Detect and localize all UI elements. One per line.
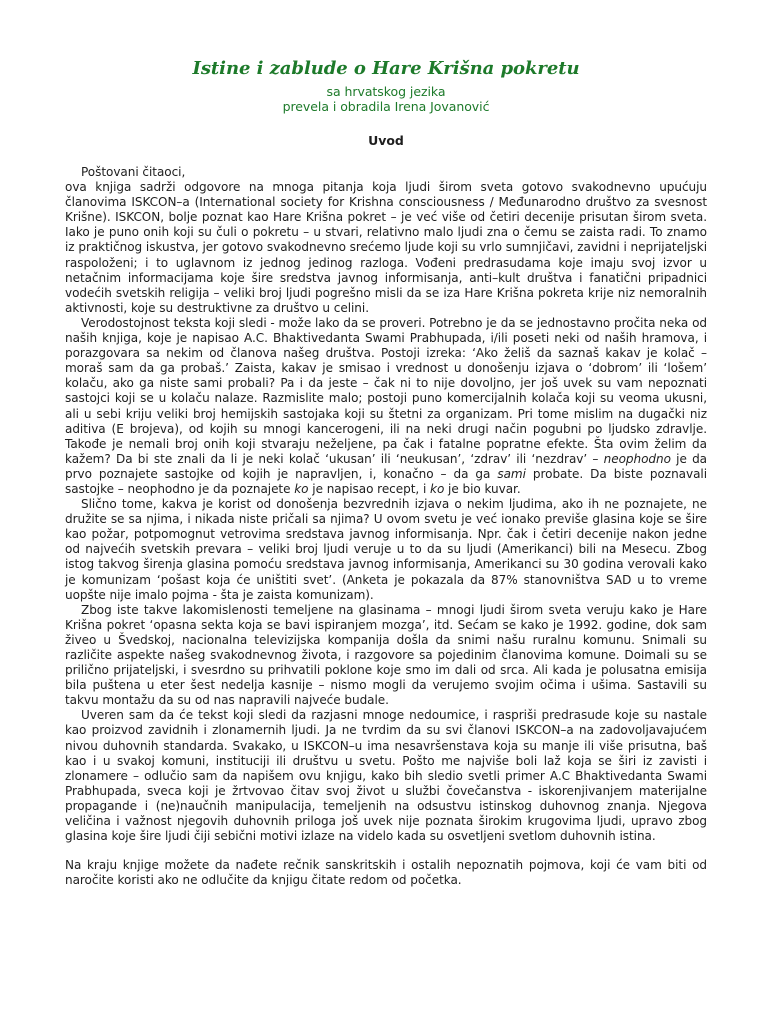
subtitle-translator: prevela i obradila Irena Jovanović (282, 99, 490, 114)
paragraph-2-text-c: probate. Da biste poznavali sastojke – neophodno je da poznajete (65, 466, 707, 496)
paragraph-2-text-a: Verodostojnost teksta koji sledi - može lako da se proveri. Potrebno je da se jednostavno pročita neka od naših knjiga, koje je napisao A.C. Bhaktivedanta Swami Prabhupada, i/ili poseti neki od naših hramova, i porazgovara sa nekim od članova našeg društva. Postoji izreka: ‘Ako želiš da saznaš kakav je kolač – moraš sam da ga probaš.’ Zaista, kakav je smisao i vrednost u donošenju izjava o ‘dobrom’ ili ‘lošem’ kolaču, ako ga niste sami probali? Pa i da jeste – čak ni to nije dovoljno, jer još uvek su vam nepoznati sastojci koji se u kolaču nalaze. Razmislite malo; postoji puno komercijalnih kolača koji su veoma ukusni, ali u sebi kriju veliki broj hemijskih sastojaka koji su štetni za organizam. Pri tome mislim na dugački niz aditiva (E brojeva), od kojih su mnogi kancerogeni, ili na neki drugi način pogubni po ljudsko zdravlje. Takođe je nemali broj onih koji stvaraju neželjene, pa čak i fatalne popratne efekte. Šta ovim želim da kažem? Da bi ste znali da li je neki kolač ‘ukusan’ ili ‘neukusan’, ‘zdrav’ ili ‘nezdrav’ – (65, 315, 707, 466)
greeting-line: Poštovani čitaoci, (81, 165, 186, 179)
paragraph-2-emphasis-4: ko (430, 481, 445, 496)
document-title: Istine i zablude o Hare Krišna pokretu (192, 58, 580, 79)
paragraph-2-emphasis-3: ko (294, 481, 309, 496)
paragraph-2-text-b: je da prvo poznajete sastojke od kojih je napravljen, i, konačno – da ga (65, 451, 707, 481)
paragraph-4: Zbog iste takve lakomislenosti temeljene na glasinama – mnogi ljudi širom sveta veruju kako je Hare Krišna pokret ‘opasna sekta koja se bavi ispiranjem mozga’, itd. Sećam se kako je 1992. godine, dok sam živeo u Švedskoj, nacionalna televizijska kompanija došla da snimi našu ruralnu komunu. Snimali su različite aspekte našeg svakodnevnog života, i razgovore sa pojedinim članovima komune. Doimali su se prilično prijateljski, i svesrdno su prihvatili poklone koje smo im dali od srca. Ali kada je polusatna emisija bila puštena u eter šest nedelja kasnije – nismo mogli da verujemo svojim očima i ušima. Sastavili su takvu montažu da su od nas napravili najveće budale. (65, 602, 707, 708)
paragraph-1: ova knjiga sadrži odgovore na mnoga pitanja koja ljudi širom sveta gotovo svakodnevno upućuju članovima ISKCON–a (International society for Krishna consciousness / Međunarodno društvo za svesnost Krišne). ISKCON, bolje poznat kao Hare Krišna pokret – je već više od četiri decenije prisutan širom sveta. Iako je puno onih koji su čuli o pokretu – u stvari, relativno malo ljudi zna o čemu se zaista radi. To znamo iz praktičnog iskustva, jer gotovo svakodnevno srećemo ljude koji su vrlo sumnjičavi, zavidni i neprijateljski raspoloženi; i to uglavnom iz jednog jedinog razloga. Vođeni predrasudama koje imaju svoj izvor u netačnim informacijama koje šire sredstva javnog informisanja, anti–kult društva i fanatični pripadnici vodećih svetskih religija – veliki broj ljudi pogrešno misli da se iza Hare Krišna pokreta krije niz nemoralnih aktivnosti, koje su destruktivne za društvo u celini. (65, 180, 707, 315)
paragraph-2-emphasis-2: sami (497, 466, 526, 481)
paragraph-2-emphasis-1: neophodno (603, 451, 671, 466)
section-heading-intro: Uvod (368, 133, 404, 148)
paragraph-2 (65, 316, 707, 497)
paragraph-2-text-d: je napisao recept, i (308, 481, 431, 496)
paragraph-5: Uveren sam da će tekst koji sledi da razjasni mnoge nedoumice, i raspriši predrasude koje su nastale kao proizvod zavidnih i zlonamernih ljudi. Ja ne tvrdim da su svi članovi ISKCON–a na zadovoljavajućem nivou duhovnih standarda. Svakako, u ISKCON–u ima nesavršenstava koja su manje ili više prisutna, baš kao i u svakoj komuni, instituciji ili društvu u svetu. Pošto me najviše boli laž koja se širi iz zavisti i zlonamere – odlučio sam da napišem ovu knjigu, kako bih sledio svetli primer A.C Bhaktivedanta Swami Prabhupada, sveca koji je žrtvovao čitav svoj život u službi čovečanstva - iskorenjivanjem materijalne propagande i (ne)naučnih manipulacija, temeljenih na odsustvu istinskog duhovnog znanja. Njegova veličina i važnost njegovih duhovnih priloga još uvek nije poznata širokim krugovima ljudi, upravo zbog glasina koje šire ljudi čiji sebični motivi izlaze na videlo kada su osvetljeni svetlom duhovnih istina. (65, 708, 707, 844)
subtitle-source-language: sa hrvatskog jezika (326, 84, 446, 99)
paragraph-6: Na kraju knjige možete da nađete rečnik sanskritskih i ostalih nepoznatih pojmova, koji će vam biti od naročite koristi ako ne odlučite da knjigu čitate redom od početka. (65, 858, 707, 888)
document-page (65, 58, 707, 888)
paragraph-3: Slično tome, kakva je korist od donošenja bezvrednih izjava o nekim ljudima, ako ih ne poznajete, ne družite se sa njima, i nikada niste pričali sa njima? U ovom svetu je već ionako previše glasina koje se šire kao požar, potpomognut vetrovima sredstava javnog informisanja. Npr. čak i četiri decenije nakon jedne od najvećih svetskih prevara – veliki broj ljudi veruje u to da su ljudi (Amerikanci) bili na Mesecu. Zbog istog takvog širenja glasina pomoću sredstava javnog informisanja, Amerikanci su 30 godina verovali kako je komunizam ‘pošast koja će uništiti svet’. (Anketa je pokazala da 87% stanovništva SAD u to vreme uopšte nije imalo pojma - šta je zaista komunizam). (65, 497, 707, 602)
paragraph-2-text-e: je bio kuvar. (444, 481, 521, 496)
